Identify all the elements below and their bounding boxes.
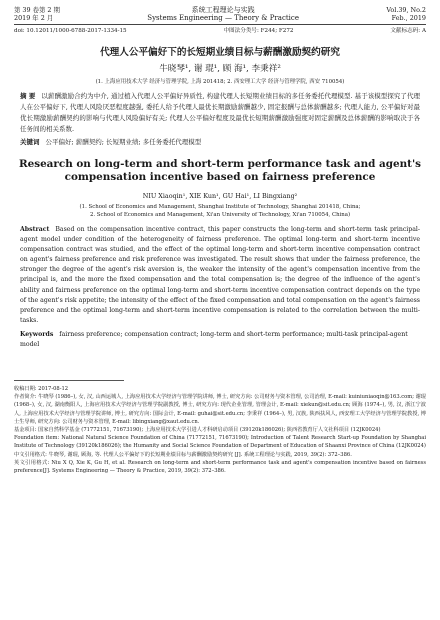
header-center	[147, 6, 299, 22]
keywords-cn-label: 关键词	[20, 138, 40, 146]
header-left	[14, 6, 60, 22]
doi: doi: 10.12011/1000-6788-2017-1334-15	[14, 28, 127, 34]
affiliation-en-2: 2. School of Economics and Management, Xi'an University of Technology, Xi'an 710054, China)	[89, 212, 351, 218]
title-en: Research on long-term and short-term performance task and agent's compensation incentive based on fairness preference	[18, 158, 422, 183]
received-date: 收稿日期: 2017-08-12	[14, 385, 69, 392]
abstract-en-label: Abstract	[20, 226, 50, 233]
title-cn: 代理人公平偏好下的长短期业绩目标与薪酬激励契约研究	[100, 47, 340, 58]
abstract-en-text: Based on the compensation incentive contract, this paper constructs the long-term and short-term task principal-agent model under condition of the heterogeneity of fairness preference. The optimal long-term and short-term incentive compensation contract was studied, and the effect of the optimal long-term and short-term incentive compensation contract on agent's fairness preference and risk preference was investigated. The result shows that under the fairness preference, the stronger the degree of the agent's risk aversion is, the weaker the intensity of the agent's compensation incentive from the principal is, and the more the fixed compensation and the total compensation is; the degree of the influence of the agent's ability and fairness preference on the optimal long-term and short-term incentive compensation contract depends on the type of the agent's risk appetite; the intensity of the effect of the fixed compensation and total compensation on the agent's fairness preference and the optimal long-term and short-term incentive compensation is related to the correlation between the multi-tasks.	[20, 226, 420, 324]
header-date-en: Feb., 2019	[391, 14, 426, 22]
fund-cn: 基金项目: 国家自然科学基金 (71772151, 71673190); 上海应用技术大学引进人才科研启动项目 (39120k186026); 陕西省教育厅人文社科项目 (12JK0024)	[14, 426, 381, 433]
footnote-rule	[14, 380, 124, 381]
running-header	[14, 6, 426, 22]
authors-cn: 牛晓琴¹, 谢 琨¹, 顾 海¹, 李秉祥²	[159, 64, 281, 74]
abstract-cn	[14, 91, 426, 135]
abstract-en	[14, 225, 426, 326]
keywords-en-label: Keywords	[20, 330, 54, 338]
keywords-cn-text: 公平偏好; 薪酬契约; 长短期业绩; 多任务委托代理模型	[45, 138, 202, 146]
header-volume-en: Vol.39, No.2	[386, 6, 426, 14]
document-code: 文献标志码: A	[390, 28, 426, 34]
affiliation-cn: (1. 上海应用技术大学 经济与管理学院, 上海 201418; 2. 西安理工大学 经济与管理学院, 西安 710054)	[95, 79, 345, 85]
citation-cn: 中文引用格式: 牛晓琴, 谢琨, 顾海, 等. 代理人公平偏好下的长短期业绩目标与薪酬激励契约研究 [J]. 系统工程理论与实践, 2019, 39(2): 372–386.	[14, 451, 352, 458]
keywords-en	[14, 330, 426, 350]
header-journal-cn: 系统工程理论与实践	[191, 6, 255, 14]
affiliation-en	[14, 203, 426, 219]
author-info: 作者简介: 牛晓琴 (1986–), 女, 汉, 山西运城人, 上海应用技术大学经济与管理学院讲师, 博士, 研究方向: 公司财务与资本管理, 公司治理, E-mail: kuiniuniaoqin@163.com; 谢琨 (1968–), 女, 汉, 湖南衡阳人, 上海应用技术大学经济与管理学院副教授, 博士, 研究方向: 现代企业管理, 管理会计, E-mail: xiekun@sit.edu.cn; 顾海 (1974–), 男, 汉, 浙江宁波人, 上海应用技术大学经济与管理学院讲师, 博士, 研究方向: 国际会计, E-mail: guhai@sit.edu.cn; 李秉祥 (1964–), 男, 汉族, 陕西扶风人, 西安理工大学经济与管理学院教授, 博士生导师, 研究方向: 公司财务与资本管理, E-mail: libingxiang@xaut.edu.cn.	[14, 394, 426, 425]
keywords-cn	[14, 137, 426, 146]
article-meta	[14, 27, 426, 35]
footnotes	[14, 385, 426, 475]
abstract-cn-label: 摘 要	[20, 92, 36, 100]
affiliation-en-1: (1. School of Economics and Management, Shanghai Institute of Technology, Shanghai 201418, China;	[79, 204, 361, 210]
keywords-en-text: fairness preference; compensation contract; long-term and short-term performance; multi-task principal-agent model	[20, 330, 408, 348]
fund-en: Foundation item: National Natural Science Foundation of China (71772151, 71673190); Introduction of Talent Research Start-up Foundation by Shanghai Institute of Technology (39120k186026); the Humanity and Social Science Foundation of Department of Education of Shaanxi Province of China (12JK0024)	[14, 435, 426, 450]
header-date-cn: 2019 年 2 月	[14, 14, 54, 22]
header-rule	[14, 24, 426, 25]
authors-en: NIU Xiaoqin¹, XIE Kun¹, GU Hai¹, LI Bingxiang²	[142, 192, 298, 200]
clc-number: 中图法分类号: F244; F272	[223, 28, 294, 34]
abstract-cn-text: 以薪酬激励合约为中介, 通过植入代理人公平偏好异质性, 构建代理人长短期业绩目标的多任务委托代理模型. 基于该模型探究了代理人在公平偏好下, 代理人风险厌恶程度越强, 委托人给予代理人最优长期激励薪酬越少, 固定报酬与总体薪酬越多; 代理人能力, 公平偏好对最优长期激励薪酬契约的影响与代理人风险偏好有关; 代理人公平偏好程度及最优长短期薪酬激励强度对固定薪酬及总体薪酬的影响取决于各任务间的相关系数.	[20, 92, 421, 133]
header-right	[386, 6, 426, 22]
header-journal-en: Systems Engineering — Theory & Practice	[147, 14, 299, 22]
citation-en: 英文引用格式: Niu X Q, Xie K, Gu H, et al. Research on long-term and short-term performance task and agent's compensation incentive based on fairness preference[J]. Systems Engineering — Theory & Practice, 2019, 39(2): 372–386.	[14, 459, 426, 474]
header-volume-cn: 第 39 卷第 2 期	[14, 6, 60, 14]
